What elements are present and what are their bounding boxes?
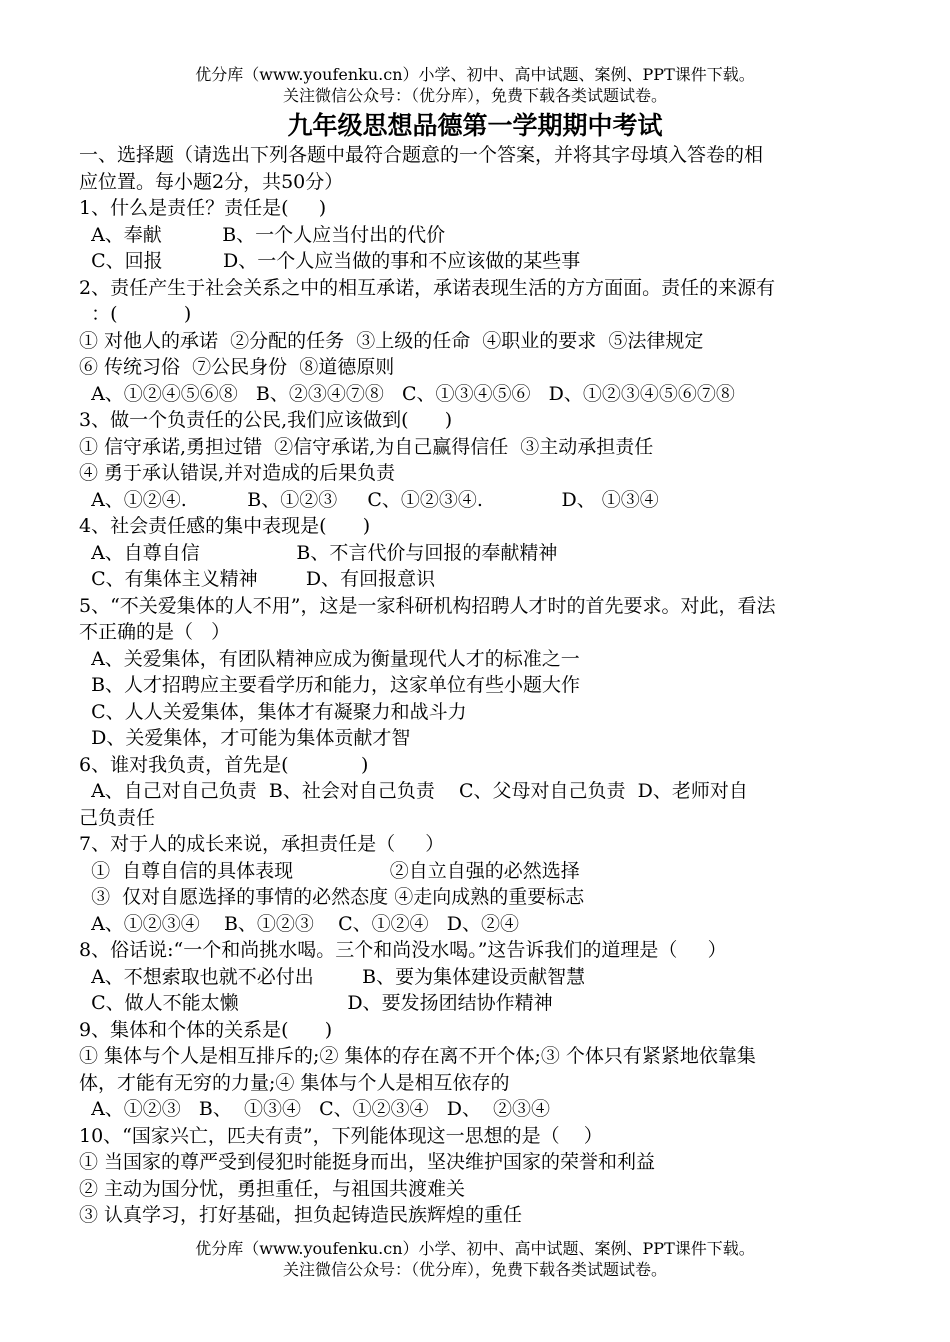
text-line: 6、谁对我负责，首先是( ) [79,753,369,776]
exam-title: 九年级思想品德第一学期期中考试 [287,111,663,140]
text-line: A、①②④. B、①②③ C、①②③④. D、 ①③④ [79,488,659,511]
text-line: C、回报 D、一个人应当做的事和不应该做的某些事 [79,250,581,272]
text-line: 8、俗话说:“一个和尚挑水喝。三个和尚没水喝。”这告诉我们的道理是（ ） [79,939,727,961]
text-line: 2、责任产生于社会关系之中的相互承诺，承诺表现生活的方方面面。责任的来源有 [79,276,776,299]
text-line: ④ 勇于承认错误,并对造成的后果负责 [79,462,396,484]
text-line: ⑥ 传统习俗 ⑦公民身份 ⑧道德原则 [79,356,395,378]
text-line: C、人人关爱集体，集体才有凝聚力和战斗力 [79,700,467,723]
text-line: 3、做一个负责任的公民,我们应该做到( ) [79,409,453,431]
text-line: A、奉献 B、一个人应当付出的代价 [79,223,446,246]
text-line: C、做人不能太懒 D、要发扬团结协作精神 [79,992,553,1014]
text-line: 5、“不关爱集体的人不用”，这是一家科研机构招聘人才时的首先要求。对此，看法 [79,594,776,617]
text-line: ：( ) [79,303,192,325]
text-line: A、自尊自信 B、不言代价与回报的奉献精神 [79,541,558,564]
text-line: ① 对他人的承诺 ②分配的任务 ③上级的任命 ④职业的要求 ⑤法律规定 [79,329,704,352]
question-body [79,142,871,1229]
page-footer [0,1238,950,1280]
header-line-2: 关注微信公众号：（优分库），免费下载各类试题试卷。 [282,86,667,105]
text-line: ③ 仅对自愿选择的事情的必然态度 ④走向成熟的重要标志 [79,886,585,908]
text-line: ① 信守承诺,勇担过错 ②信守承诺,为自己赢得信任 ③主动承担责任 [79,435,654,458]
text-line: ① 当国家的尊严受到侵犯时能挺身而出，坚决维护国家的荣誉和利益 [79,1151,656,1173]
text-line: 己负责任 [79,806,156,829]
text-line: A、①②④⑤⑥⑧ B、②③④⑦⑧ C、①③④⑤⑥ D、①②③④⑤⑥⑦⑧ [79,382,735,405]
text-line: 1、什么是责任？责任是( ) [79,197,327,219]
text-line: 4、社会责任感的集中表现是( ) [79,515,371,537]
footer-line-1: 优分库（www.youfenku.cn）小学、初中、高中试题、案例、PPT课件下载。 [195,1239,755,1258]
text-line: ③ 认真学习，打好基础，担负起铸造民族辉煌的重任 [79,1204,523,1226]
text-line: 9、集体和个体的关系是( ) [79,1018,333,1041]
text-line: A、①②③④ B、①②③ C、①②④ D、②④ [79,912,519,935]
text-line: 10、“国家兴亡，匹夫有责”，下列能体现这一思想的是（ ） [79,1124,603,1147]
text-line: A、不想索取也就不必付出 B、要为集体建设贡献智慧 [79,965,586,988]
text-line: A、自己对自己负责 B、社会对自己负责 C、父母对自己负责 D、老师对自 [79,780,748,802]
text-line: ① 集体与个人是相互排斥的;② 集体的存在离不开个体;③ 个体只有紧紧地依靠集 [79,1045,756,1067]
text-line: 7、对于人的成长来说，承担责任是（ ） [79,833,445,855]
footer-line-2: 关注微信公众号：（优分库），免费下载各类试题试卷。 [282,1260,667,1279]
text-line: C、有集体主义精神 D、有回报意识 [79,568,436,590]
header-line-1: 优分库（www.youfenku.cn）小学、初中、高中试题、案例、PPT课件下载。 [195,65,755,84]
text-line: B、人才招聘应主要看学历和能力，这家单位有些小题大作 [79,674,581,696]
text-line: 不正确的是（ ） [79,621,231,643]
text-line: 一、选择题（请选出下列各题中最符合题意的一个答案，并将其字母填入答卷的相 [79,144,764,166]
text-line: 应位置。每小题2分，共50分） [79,170,344,193]
text-line: ② 主动为国分忧，勇担重任，与祖国共渡难关 [79,1177,466,1200]
page-header [0,64,950,106]
text-line: 体，才能有无穷的力量;④ 集体与个人是相互依存的 [79,1071,510,1094]
text-line: A、①②③ B、 ①③④ C、①②③④ D、 ②③④ [79,1098,551,1120]
text-line: A、关爱集体，有团队精神应成为衡量现代人才的标准之一 [79,647,580,670]
text-line: ① 自尊自信的具体表现 ②自立自强的必然选择 [79,859,580,882]
text-line: D、关爱集体，才可能为集体贡献才智 [79,727,411,749]
